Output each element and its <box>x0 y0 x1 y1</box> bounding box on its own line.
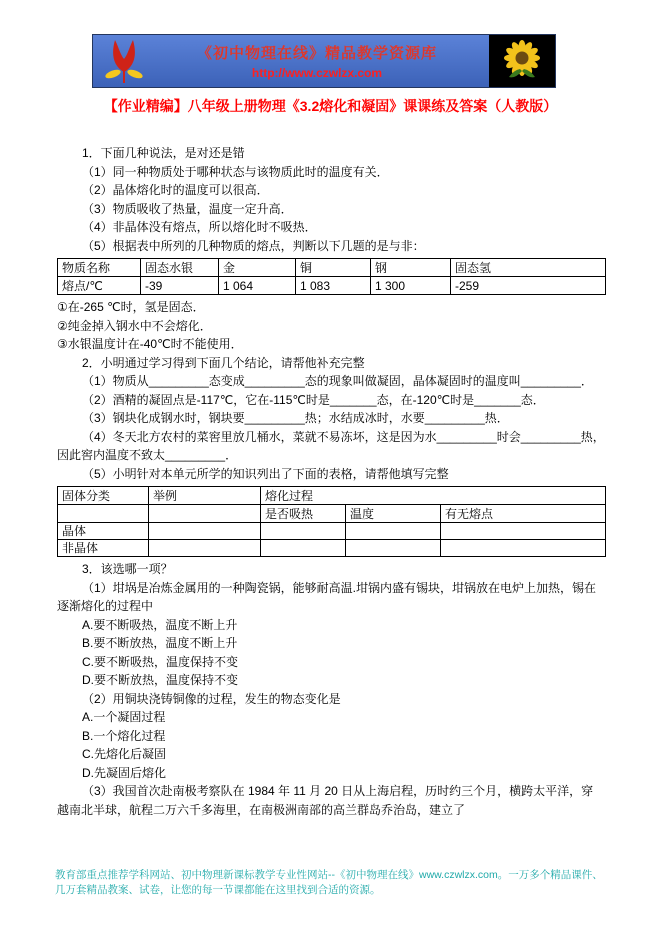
table-header-cell: 举例 <box>149 487 261 505</box>
table-row <box>58 277 606 295</box>
table-cell-empty <box>261 540 346 557</box>
q2-item: （5）小明针对本单元所学的知识列出了下面的表格，请帮他填写完整 <box>82 466 449 481</box>
footer-note: 教育部重点推荐学科网站、初中物理新课标教学专业性网站--《初中物理在线》www.czwlzx.com。一万多个精品课件、几万套精品教案、试卷，让您的每一节课都能在这里找到合适的资源。 <box>55 869 603 896</box>
q2-item: （3）钢块化成钢水时，钢块要_________热；水结成冰时，水要_________热． <box>82 411 509 425</box>
table-row <box>58 523 606 540</box>
site-banner <box>92 34 556 88</box>
q3-sub1-option: C.要不断吸热，温度保持不变 <box>82 654 239 669</box>
table-header-cell: 钢 <box>371 259 451 277</box>
q1-item: （2）晶体熔化时的温度可以很高． <box>82 183 269 197</box>
q1-item: （3）物质吸收了热量，温度一定升高． <box>82 201 293 216</box>
table-cell-empty <box>441 523 606 540</box>
q3-sub1-option: A.要不断吸热，温度不断上升 <box>82 617 238 632</box>
q1-item: （5）根据表中所列的几种物质的熔点，判断以下几题的是与非： <box>82 238 425 253</box>
q1-judgment: ②纯金掉入钢水中不会熔化． <box>57 318 212 333</box>
table-cell-empty <box>261 523 346 540</box>
table-header-cell: 固态水银 <box>141 259 219 277</box>
q1-judgment: ③水银温度计在-40℃时不能使用． <box>57 337 243 351</box>
q3-sub3-stem: （3）我国首次赴南极考察队在 1984 年 11 月 20 日从上海启程，历时约三个月，横跨太平洋，穿越南北半球，航程二万六千多海里，在南极洲南部的高兰群岛乔治岛，建立了 <box>57 784 594 817</box>
table-cell-empty <box>149 523 261 540</box>
q3-sub2-stem: （2）用铜块浇铸铜像的过程，发生的物态变化是 <box>82 691 341 706</box>
table-row <box>58 540 606 557</box>
table-cell-empty <box>441 540 606 557</box>
table-header-cell: 物质名称 <box>58 259 141 277</box>
banner-url-link[interactable]: http://www.czwlzx.com <box>251 66 383 80</box>
q2-item: （1）物质从_________态变成_________态的现象叫做凝固，晶体凝固时的温度叫_________． <box>82 374 593 388</box>
table-cell-empty <box>346 523 441 540</box>
table-cell-empty <box>149 505 261 523</box>
q2-heading: 2．小明通过学习得到下面几个结论，请帮他补充完整 <box>82 355 365 370</box>
sunflower-panel <box>489 35 555 87</box>
q3-sub2-option: A.一个凝固过程 <box>82 710 166 724</box>
banner-text <box>151 42 483 80</box>
table-header-cell: 金 <box>219 259 296 277</box>
table-cell-empty <box>58 505 149 523</box>
table-cell-empty <box>346 540 441 557</box>
site-logo-icon <box>105 38 143 84</box>
table-row <box>58 505 606 523</box>
table-cell: -259 <box>451 277 606 295</box>
table-cell: 1 064 <box>219 277 296 295</box>
table-row <box>58 487 606 505</box>
table-cell: 非晶体 <box>58 540 149 557</box>
table-header-cell: 固体分类 <box>58 487 149 505</box>
table-cell-empty <box>149 540 261 557</box>
q3-sub2-option: B.一个熔化过程 <box>82 728 166 743</box>
table-header-cell: 是否吸热 <box>261 505 346 523</box>
table-header-cell: 温度 <box>346 505 441 523</box>
table-header-cell: 有无熔点 <box>441 505 606 523</box>
sunflower-icon <box>498 37 546 85</box>
table-cell: 1 300 <box>371 277 451 295</box>
table-cell: -39 <box>141 277 219 295</box>
q2-item: （4）冬天北方农村的菜窖里放几桶水，菜就不易冻坏，这是因为水_________时会_________热，因此窖内温度不致太_________． <box>57 429 605 462</box>
q1-item: （4）非晶体没有熔点，所以熔化时不吸热． <box>82 220 317 234</box>
table-row <box>58 259 606 277</box>
q1-item: （1）同一种物质处于哪种状态与该物质此时的温度有关． <box>82 164 389 179</box>
q3-sub1-stem: （1）坩埚是冶炼金属用的一种陶瓷锅，能够耐高温.坩锅内盛有锡块，坩锅放在电炉上加热，锡在逐渐熔化的过程中 <box>57 580 597 613</box>
worksheet-title: 【作业精编】八年级上册物理《3.2熔化和凝固》课课练及答案（人教版） <box>103 98 558 114</box>
q3-sub2-option: D.先凝固后熔化 <box>82 765 167 780</box>
melting-point-table <box>57 258 606 295</box>
q3-sub1-option: D.要不断放热，温度保持不变 <box>82 673 239 687</box>
table-header-cell: 铜 <box>296 259 371 277</box>
table-header-cell: 熔化过程 <box>261 487 606 505</box>
q3-sub2-option: C.先熔化后凝固 <box>82 747 167 761</box>
banner-main <box>93 35 489 87</box>
q2-item: （2）酒精的凝固点是-117℃，它在-115℃时是_______态，在-120℃时是_______态． <box>82 392 545 407</box>
worksheet-body <box>57 144 605 819</box>
classification-table <box>57 486 606 557</box>
q1-heading: 1．下面几种说法，是对还是错 <box>82 146 245 160</box>
table-cell: 熔点/℃ <box>58 277 141 295</box>
table-cell: 晶体 <box>58 523 149 540</box>
table-header-cell: 固态氢 <box>451 259 606 277</box>
banner-title: 《初中物理在线》精品教学资源库 <box>196 45 437 62</box>
q3-heading: 3．该选哪一项？ <box>82 562 173 576</box>
q3-sub1-option: B.要不断放热，温度不断上升 <box>82 636 238 650</box>
q1-judgment: ①在-265 ℃时，氢是固态． <box>57 300 205 314</box>
table-cell: 1 083 <box>296 277 371 295</box>
